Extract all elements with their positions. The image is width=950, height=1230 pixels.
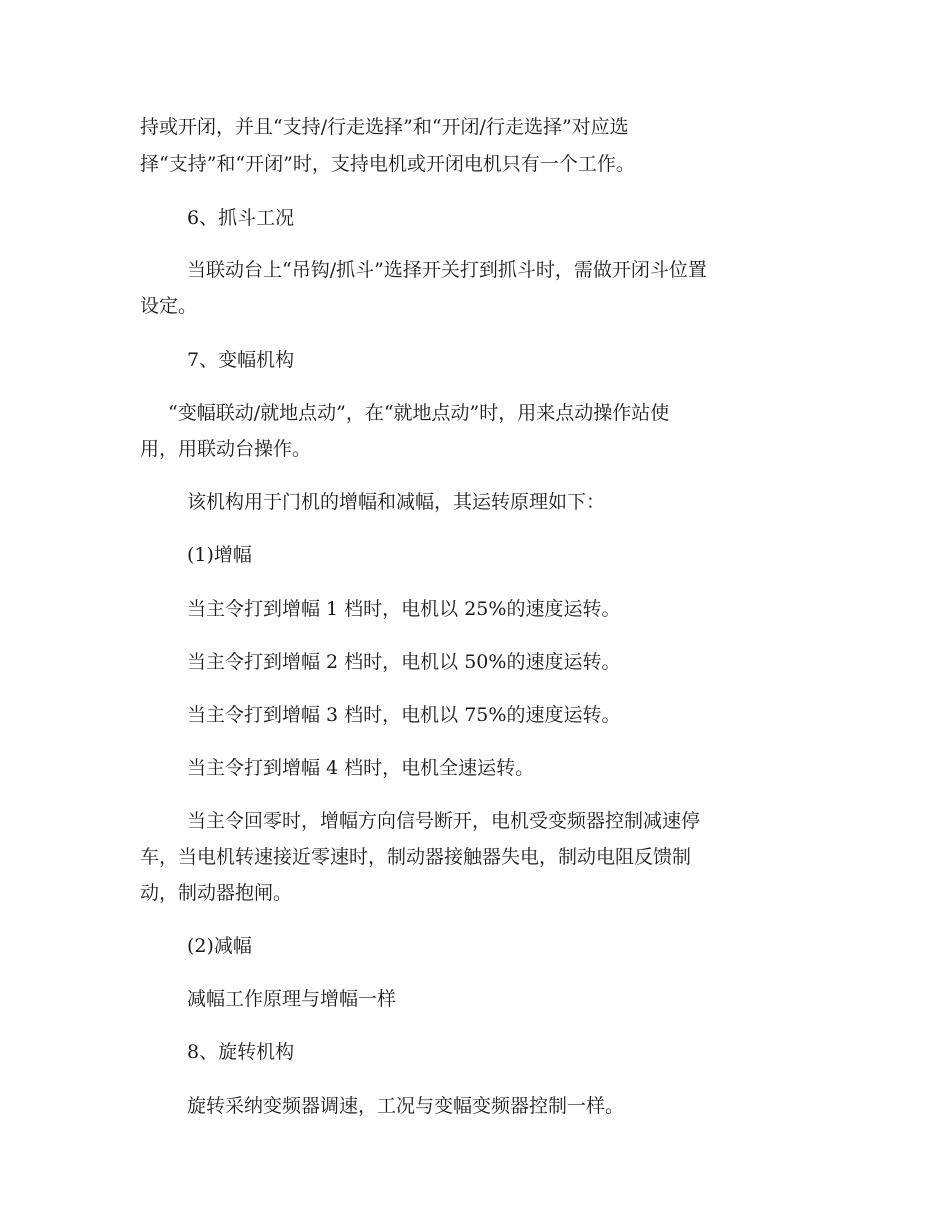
paragraph-line: 用，用联动台操作。 (140, 438, 312, 460)
paragraph-line: 择“支持”和“开闭”时，支持电机或开闭电机只有一个工作。 (140, 153, 635, 175)
section-heading: 8、旋转机构 (187, 1041, 295, 1063)
paragraph-line: 旋转采纳变频器调速，工况与变幅变频器控制一样。 (187, 1095, 625, 1117)
paragraph-line: 该机构用于门机的增幅和减幅，其运转原理如下： (187, 491, 606, 513)
paragraph-line: “变幅联动/就地点动”，在“就地点动”时，用来点动操作站使 (168, 402, 670, 424)
subsection-heading: (1)增幅 (187, 544, 252, 566)
paragraph-line: 当联动台上“吊钩/抓斗”选择开关打到抓斗时，需做开闭斗位置 (187, 259, 707, 281)
section-heading: 6、抓斗工况 (187, 207, 295, 229)
paragraph-line: 减幅工作原理与增幅一样 (187, 988, 397, 1010)
paragraph-line: 持或开闭，并且“支持/行走选择”和“开闭/行走选择”对应选 (140, 116, 629, 138)
paragraph-line: 当主令打到增幅 2 档时，电机以 50%的速度运转。 (187, 651, 621, 673)
paragraph-line: 当主令回零时，增幅方向信号断开，电机受变频器控制减速停 (187, 810, 701, 832)
paragraph-line: 当主令打到增幅 4 档时，电机全速运转。 (187, 757, 535, 779)
subsection-heading: (2)减幅 (187, 935, 252, 957)
paragraph-line: 设定。 (140, 295, 198, 317)
section-heading: 7、变幅机构 (187, 349, 295, 371)
paragraph-line: 当主令打到增幅 1 档时，电机以 25%的速度运转。 (187, 598, 621, 620)
paragraph-line: 动，制动器抱闸。 (140, 882, 293, 904)
paragraph-line: 车，当电机转速接近零速时，制动器接触器失电，制动电阻反馈制 (140, 846, 692, 868)
paragraph-line: 当主令打到增幅 3 档时，电机以 75%的速度运转。 (187, 704, 621, 726)
